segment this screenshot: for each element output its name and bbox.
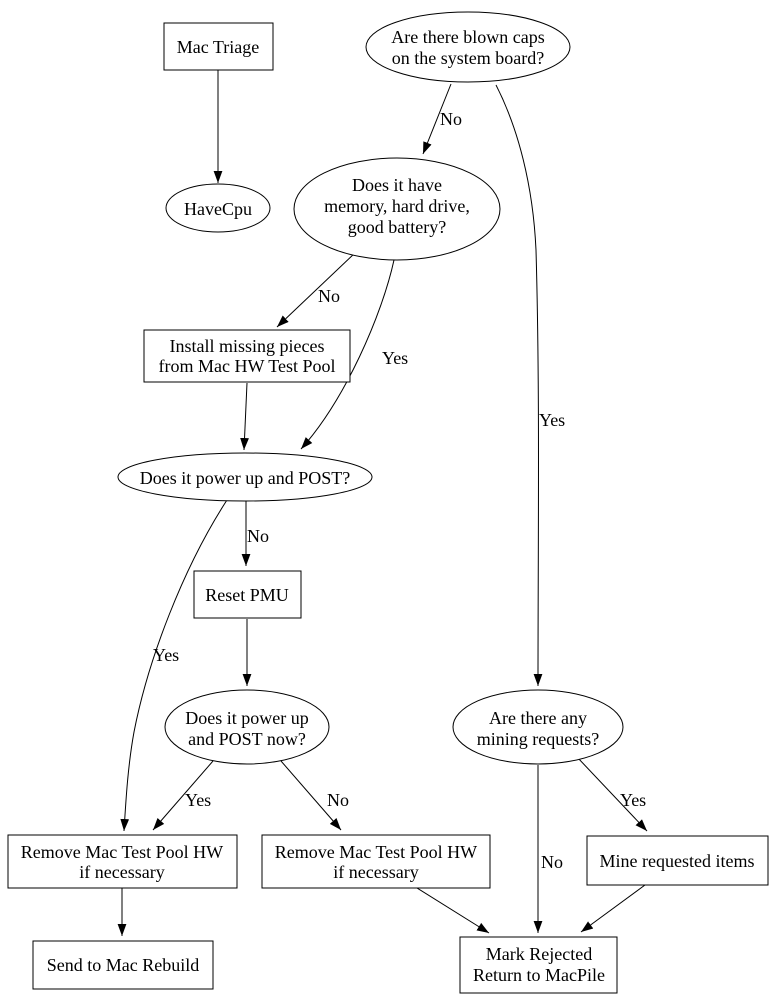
node-power-post xyxy=(118,453,372,501)
edge-remove-mid-to-mark-rejected xyxy=(417,888,489,933)
node-have-cpu-label: HaveCpu xyxy=(184,199,252,219)
edge-memory-to-install xyxy=(277,252,356,327)
node-remove-hw-mid-line1: Remove Mac Test Pool HW xyxy=(274,842,478,862)
edge-label-power-post-no: No xyxy=(247,526,269,546)
node-remove-hw-mid-line2: if necessary xyxy=(333,862,419,882)
edge-install-to-power-post xyxy=(244,383,247,450)
edge-label-memory-yes: Yes xyxy=(382,348,409,368)
node-mining-requests-line2: mining requests? xyxy=(476,729,600,749)
node-memory-check xyxy=(294,158,500,260)
node-send-rebuild xyxy=(33,941,213,989)
edge-label-blown-caps-no: No xyxy=(440,109,462,129)
node-mine-items-label: Mine requested items xyxy=(599,851,755,871)
edge-label-post-now-yes: Yes xyxy=(185,790,212,810)
node-mining-requests xyxy=(453,690,623,764)
node-memory-check-line3: good battery? xyxy=(347,217,447,237)
node-power-post-now-line2: and POST now? xyxy=(188,729,306,749)
edge-label-memory-no: No xyxy=(318,286,340,306)
node-memory-check-line2: memory, hard drive, xyxy=(324,196,470,216)
node-mark-rejected-line1: Mark Rejected xyxy=(485,944,593,964)
node-remove-hw-left-line1: Remove Mac Test Pool HW xyxy=(20,842,224,862)
node-reset-pmu-label: Reset PMU xyxy=(205,585,289,605)
node-memory-check-line1: Does it have xyxy=(352,175,442,195)
edge-power-post-to-remove-left xyxy=(124,500,227,831)
edge-label-post-now-no: No xyxy=(327,790,349,810)
node-mark-rejected-line2: Return to MacPile xyxy=(473,965,605,985)
node-have-cpu xyxy=(166,184,270,232)
node-remove-hw-left-line2: if necessary xyxy=(79,862,165,882)
edge-label-mining-no: No xyxy=(541,852,563,872)
edge-label-power-post-yes: Yes xyxy=(153,645,180,665)
node-blown-caps-line2: on the system board? xyxy=(391,48,545,68)
node-power-post-label: Does it power up and POST? xyxy=(139,468,351,488)
edge-label-mining-yes: Yes xyxy=(620,790,647,810)
node-mark-rejected xyxy=(460,937,617,993)
node-send-rebuild-label: Send to Mac Rebuild xyxy=(46,955,200,975)
edge-mine-items-to-mark-rejected xyxy=(581,885,645,932)
node-install-missing-line1: Install missing pieces xyxy=(169,336,325,356)
edge-blown-caps-to-mining xyxy=(496,85,539,686)
node-blown-caps xyxy=(366,12,570,82)
node-install-missing xyxy=(144,330,350,382)
node-blown-caps-line1: Are there blown caps xyxy=(391,27,545,47)
node-remove-hw-mid xyxy=(262,835,490,888)
node-power-post-now xyxy=(165,690,329,764)
node-power-post-now-line1: Does it power up xyxy=(185,708,309,728)
node-remove-hw-left xyxy=(8,835,237,888)
node-reset-pmu xyxy=(194,571,301,618)
node-install-missing-line2: from Mac HW Test Pool xyxy=(158,356,336,376)
node-mining-requests-line1: Are there any xyxy=(489,708,587,728)
node-mac-triage-label: Mac Triage xyxy=(176,37,260,57)
edge-label-blown-caps-yes: Yes xyxy=(539,410,566,430)
node-mine-items xyxy=(587,836,768,885)
node-mac-triage xyxy=(164,23,273,70)
